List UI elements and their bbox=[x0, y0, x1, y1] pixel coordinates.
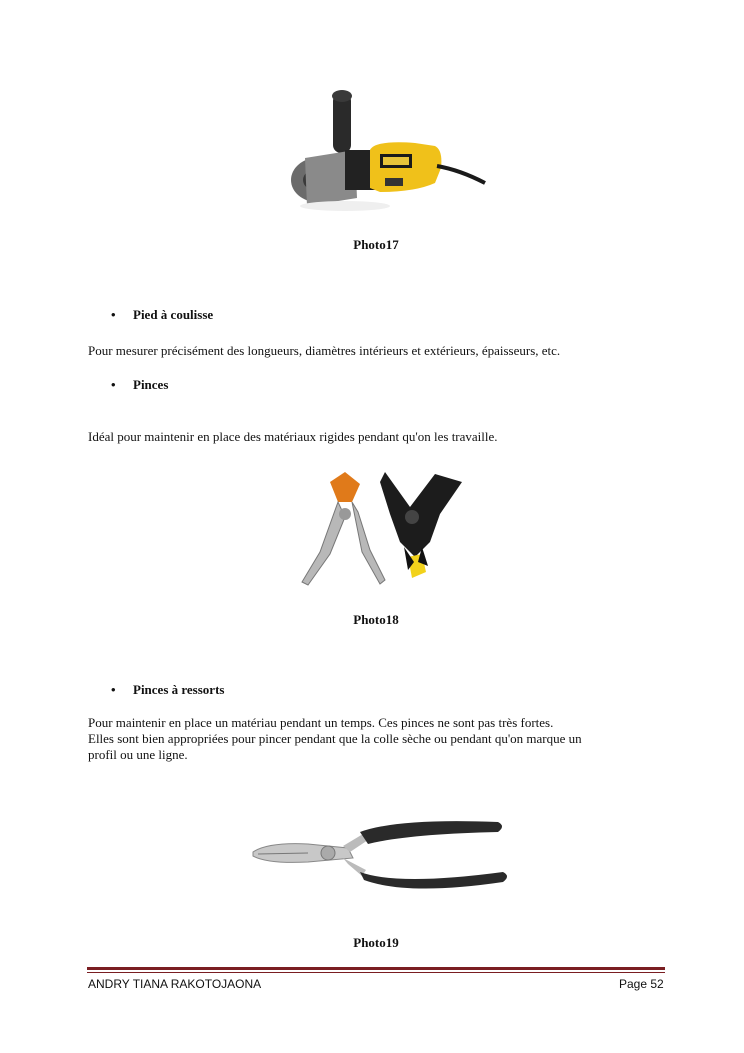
footer-author: ANDRY TIANA RAKOTOJAONA bbox=[88, 977, 262, 991]
photo-caption: Photo17 bbox=[353, 237, 399, 252]
footer-rule-thin bbox=[87, 972, 665, 973]
heading-text: Pinces à ressorts bbox=[133, 682, 225, 697]
heading-text: Pinces bbox=[133, 377, 169, 392]
photo-caption: Photo19 bbox=[353, 935, 399, 950]
bullet-marker: • bbox=[111, 307, 116, 322]
footer-page-number: Page 52 bbox=[619, 977, 664, 991]
paragraph: Idéal pour maintenir en place des matériaux rigides pendant qu'on les travaille. bbox=[88, 429, 498, 444]
bullet-marker: • bbox=[111, 377, 116, 392]
angle-grinder-image bbox=[285, 88, 495, 223]
paragraph bbox=[88, 715, 688, 763]
section-heading bbox=[111, 682, 225, 698]
bullet-marker: • bbox=[111, 682, 116, 697]
pliers-image bbox=[248, 812, 513, 897]
paragraph-line: Pour maintenir en place un matériau pendant un temps. Ces pinces ne sont pas très fortes. bbox=[88, 715, 554, 730]
section-heading bbox=[111, 377, 169, 393]
paragraph-line: profil ou une ligne. bbox=[88, 747, 188, 762]
paragraph: Pour mesurer précisément des longueurs, diamètres intérieurs et extérieurs, épaisseurs, etc. bbox=[88, 343, 561, 358]
spring-clamps-image bbox=[290, 462, 470, 592]
footer-rule bbox=[87, 967, 665, 970]
paragraph-line: Elles sont bien appropriées pour pincer pendant que la colle sèche ou pendant qu'on marque un bbox=[88, 731, 582, 746]
heading-text: Pied à coulisse bbox=[133, 307, 214, 322]
section-heading bbox=[111, 307, 214, 323]
photo-caption: Photo18 bbox=[353, 612, 399, 627]
